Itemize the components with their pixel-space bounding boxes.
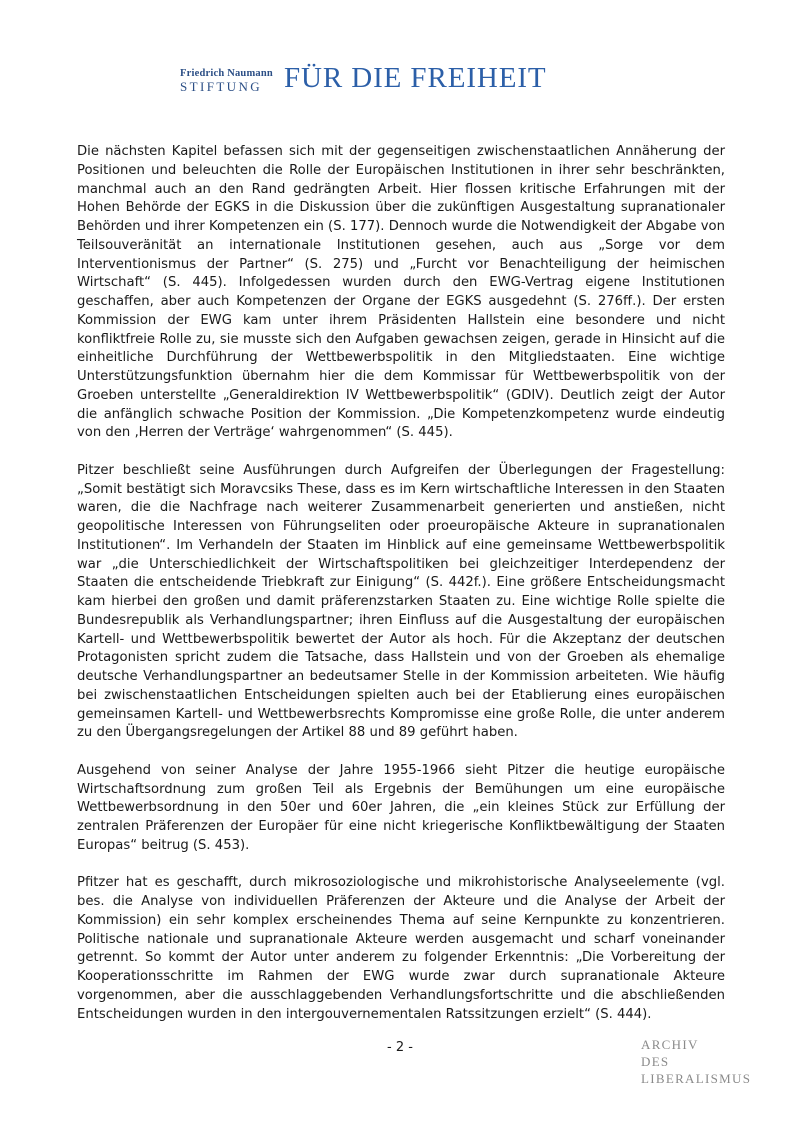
logo-line-2: STIFTUNG (180, 79, 263, 94)
logo-title: FÜR DIE FREIHEIT (284, 62, 547, 94)
page-number: - 2 - (387, 1040, 413, 1055)
paragraph-2: Pitzer beschließt seine Ausführungen durch Aufgreifen der Überlegungen der Fragestellung: „Somit bestätigt sich Moravcsiks These, dass es im Kern wirtschaftliche Interessen in den Staaten waren, die die Nachfrage nach weiterer Zusammenarbeit generierten und anstießen, nicht geopolitische Interessen von Führungseliten oder proeuropäische Akteure in supranationalen Institutionen“. Im Verhandeln der Staaten im Hinblick auf eine gemeinsame Wettbewerbspolitik war „die Unterschiedlichkeit der Wirtschaftspolitiken bei gleichzeitiger Interdependenz der Staaten die entscheidende Triebkraft zur Einigung“ (S. 442f.). Eine größere Entscheidungsmacht kam hierbei den großen und damit präferenzstarken Staaten zu. Eine wichtige Rolle spielte die Bundesrepublik als Verhandlungspartner; ihren Einfluss auf die Ausgestaltung der europäischen Kartell- und Wettbewerbspolitik bewertet der Autor als hoch. Für die Akzeptanz der deutschen Protagonisten spricht zudem die Tatsache, dass Hallstein und von der Groeben als ehemalige deutsche Verhandlungspartner an bedeutsamer Stelle in der Kommission arbeiteten. Wie häufig bei zwischenstaatlichen Entscheidungen spielten auch bei der Etablierung eines europäischen gemeinsamen Kartell- und Wettbewerbsrechts Kompromisse eine große Rolle, die unter anderem zu den Übergangsregelungen der Artikel 88 und 89 geführt haben. (77, 462, 725, 741)
logo-line-1: Friedrich Naumann (180, 68, 273, 79)
paragraph-4: Pfitzer hat es geschafft, durch mikrosoziologische und mikrohistorische Analyseelemente (vgl. bes. die Analyse von individuellen Präferenzen der Akteure und die Analyse der Arbeit der Kommission) ein sehr komplex erscheinendes Thema auf seine Kernpunkte zu konzentrieren. Politische nationale und supranationale Akteure werden ausgemacht und scharf voneinander getrennt. So kommt der Autor unter anderem zu folgender Erkenntnis: „Die Vorbereitung der Kooperationsschritte im Rahmen der EWG wurde zwar durch supranationale Akteure vorgenommen, aber die ausschlaggebenden Verhandlungsfortschritte und die abschließenden Entscheidungen wurden in den intergouvernementalen Ratssitzungen erzielt“ (S. 444). (77, 875, 725, 1022)
document-body (77, 143, 725, 1043)
paragraph-1: Die nächsten Kapitel befassen sich mit der gegenseitigen zwischenstaatlichen Annäherung der Positionen und beleuchten die Rolle der Europäischen Institutionen in ihrer sehr beschränkten, manchmal auch an den Rand gedrängten Arbeit. Hier flossen kritische Erfahrungen mit der Hohen Behörde der EGKS in die Diskussion über die zukünftigen Ausgestaltung supranationaler Behörden und ihrer Kompetenzen ein (S. 177). Dennoch wurde die Notwendigkeit der Abgabe von Teilsouveränität an internationale Institutionen gesehen, auch aus „Sorge vor dem Interventionismus der Partner“ (S. 275) und „Furcht vor Benachteiligung der heimischen Wirtschaft“ (S. 445). Infolgedessen wurden durch den EWG-Vertrag eigene Institutionen geschaffen, aber auch Kompetenzen der Organe der EGKS ausgedehnt (S. 276ff.). Der ersten Kommission der EWG kam unter ihrem Präsidenten Hallstein eine besondere und nicht konfliktfreie Rolle zu, sie musste sich den Aufgaben gewachsen zeigen, gerade in Hinsicht auf die einheitliche Durchführung der Wettbewerbspolitik in den Mitgliedstaaten. Eine wichtige Unterstützungsfunktion übernahm hier die dem Kommissar für Wettbewerbspolitik von der Groeben unterstellte „Generaldirektion IV Wettbewerbspolitik“ (GDIV). Deutlich zeigt der Autor die anfänglich schwache Position der Kommission. „Die Kompetenzkompetenz wurde eindeutig von den ‚Herren der Verträge‘ wahrgenommen“ (S. 445). (77, 144, 725, 441)
archive-line-1: ARCHIV (641, 1037, 699, 1052)
archive-line-3: LIBERALISMUS (641, 1071, 752, 1086)
paragraph-3: Ausgehend von seiner Analyse der Jahre 1955-1966 sieht Pitzer die heutige europäische Wirtschaftsordnung zum großen Teil als Ergebnis der Bemühungen um eine europäische Wettbewerbsordnung in den 50er und 60er Jahren, die „ein kleines Stück zur Erfüllung der zentralen Präferenzen der Europäer für eine nicht kriegerische Konfliktbewältigung der Staaten Europas“ beitrug (S. 453). (77, 762, 725, 853)
archive-line-2: DES (641, 1054, 670, 1069)
archive-logo (641, 1036, 751, 1087)
foundation-logo (180, 68, 280, 94)
